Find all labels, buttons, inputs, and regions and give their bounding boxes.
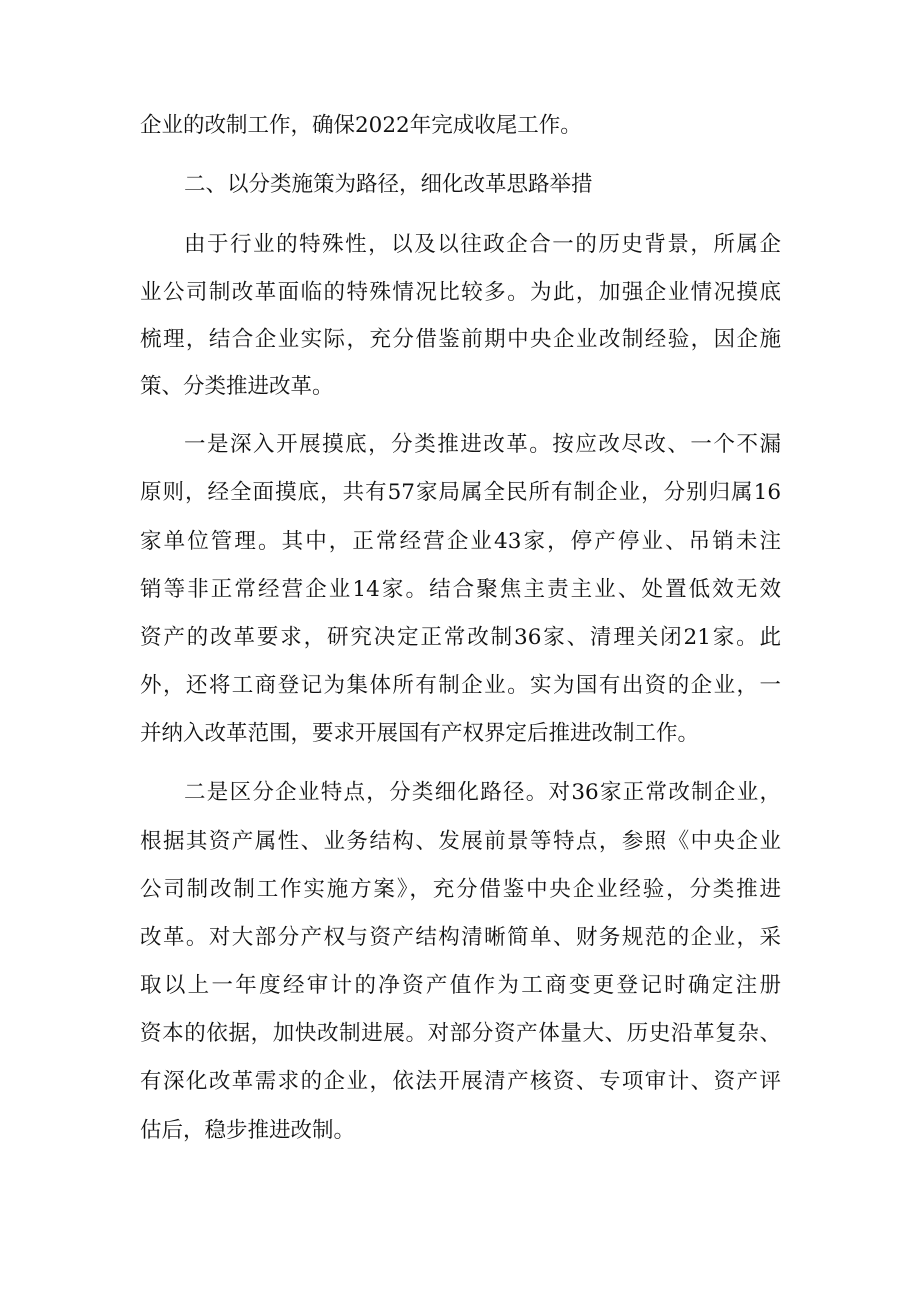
text-line: 并纳入改革范围，要求开展国有产权界定后推进改制工作。 [140,721,700,746]
text-line: 梳理，结合企业实际，充分借鉴前期中央企业改制经验，因企施 [140,327,781,352]
text-line: 二是区分企业特点，分类细化路径。对36家正常改制企业， [184,780,781,805]
text-line: 有深化改革需求的企业，依法开展清产核资、专项审计、资产评 [140,1069,781,1094]
text-line: 外，还将工商登记为集体所有制企业。实为国有出资的企业，一 [140,673,781,698]
text-line: 由于行业的特殊性，以及以往政企合一的历史背景，所属企 [184,232,781,257]
text-line: 资产的改革要求，研究决定正常改制36家、清理关闭21家。此 [140,625,781,650]
heading-text: 二、以分类施策为路径，细化改革思路举措 [184,172,593,197]
text-line: 根据其资产属性、业务结构、发展前景等特点，参照《中央企业 [140,829,781,854]
text-line: 企业的改制工作，确保2022年完成收尾工作。 [140,113,582,138]
text-line: 估后，稳步推进改制。 [140,1118,356,1143]
text-line: 策、分类推进改革。 [140,374,334,399]
text-line: 原则，经全面摸底，共有57家局属全民所有制企业，分别归属16 [140,480,781,505]
text-line: 销等非正常经营企业14家。结合聚焦主责主业、处置低效无效 [140,577,781,602]
text-line: 公司制改制工作实施方案》，充分借鉴中央企业经验，分类推进 [140,877,781,902]
text-line: 取以上一年度经审计的净资产值作为工商变更登记时确定注册 [140,973,781,998]
text-line: 业公司制改革面临的特殊情况比较多。为此，加强企业情况摸底 [140,280,781,305]
text-line: 改革。对大部分产权与资产结构清晰简单、财务规范的企业，采 [140,925,781,950]
text-line: 资本的依据，加快改制进展。对部分资产体量大、历史沿革复杂、 [140,1021,781,1046]
text-line: 一是深入开展摸底，分类推进改革。按应改尽改、一个不漏 [184,432,781,457]
text-line: 家单位管理。其中，正常经营企业43家，停产停业、吊销未注 [140,529,781,554]
